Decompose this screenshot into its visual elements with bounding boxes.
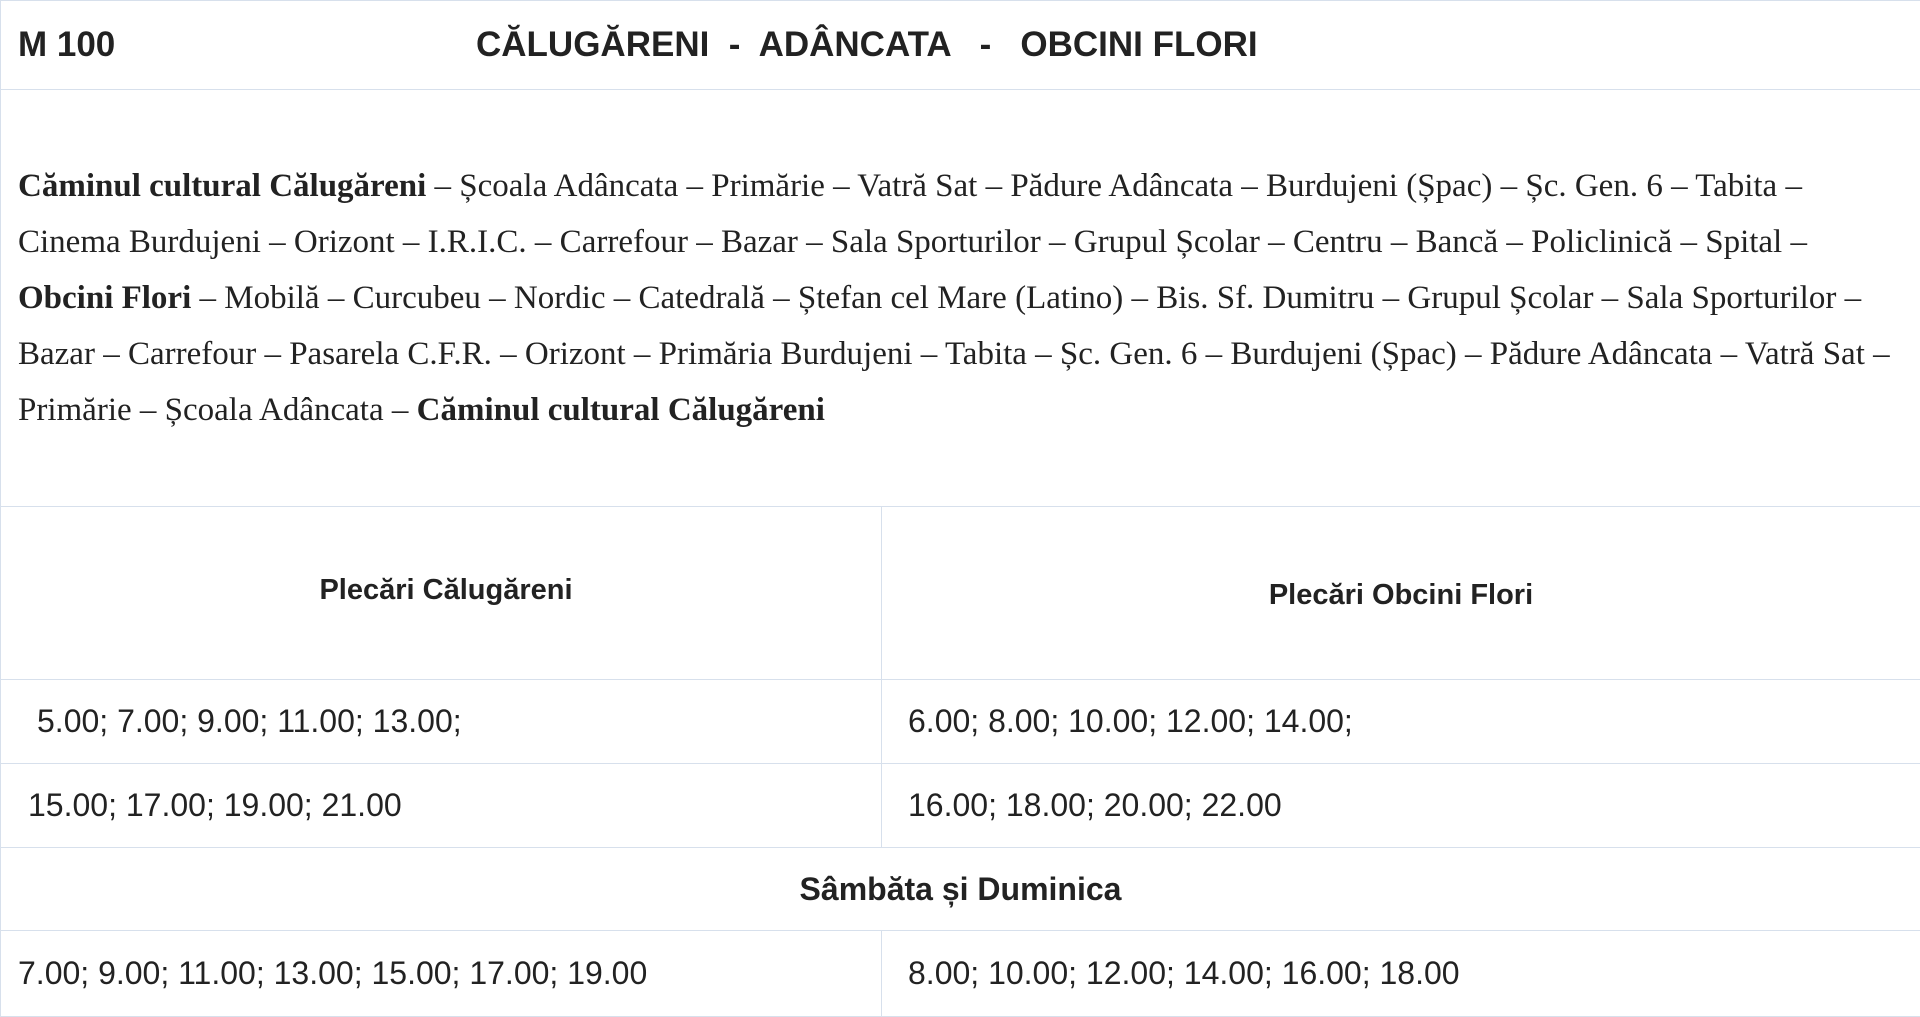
turnaround-stop: Obcini Flori xyxy=(18,280,191,316)
weekend-times-row xyxy=(1,931,1920,1017)
stops-return: – Mobilă – Curcubeu – Nordic – Catedrală – Ștefan cel Mare (Latino) – Bis. Sf. Dumitru – Grupul Școlar – Sala Sporturilor – Bazar – Carrefour – Pasarela C.F.R. – Orizont – Primăria Burdujeni – Tabita – Șc. Gen. 6 – Burdujeni (Șpac) – Pădure Adâncata – Vatră Sat – Primărie – Școala Adâncata – xyxy=(18,280,1890,428)
weekday-times-row-2 xyxy=(1,764,1920,848)
weekday-left-times-1: 5.00; 7.00; 9.00; 11.00; 13.00; xyxy=(1,680,882,764)
weekday-left-times-2: 15.00; 17.00; 19.00; 21.00 xyxy=(1,764,882,848)
departures-left-header xyxy=(1,507,882,680)
weekday-right-times-2: 16.00; 18.00; 20.00; 22.00 xyxy=(882,764,1920,848)
direction-headers-row xyxy=(1,507,1920,680)
weekend-label-row xyxy=(1,848,1920,931)
departures-left-header-label: Plecări Călugăreni xyxy=(319,574,572,606)
stops-outbound: – Școala Adâncata – Primărie – Vatră Sat – Pădure Adâncata – Burdujeni (Șpac) – Șc. Gen. 6 – Tabita – Cinema Burdujeni – Orizont – I.R.I.C. – Carrefour – Bazar – Sala Sporturilor – Grupul Școlar – Centru – Bancă – Policlinică – Spital – xyxy=(18,168,1807,260)
route-title: CĂLUGĂRENI - ADÂNCATA - OBCINI FLORI xyxy=(476,25,1258,65)
route-header xyxy=(1,1,1920,90)
departures-right-header-label: Plecări Obcini Flori xyxy=(1269,579,1533,611)
weekend-right-times: 8.00; 10.00; 12.00; 14.00; 16.00; 18.00 xyxy=(882,931,1920,1017)
route-header-row xyxy=(1,1,1920,90)
weekend-left-times: 7.00; 9.00; 11.00; 13.00; 15.00; 17.00; 19.00 xyxy=(1,931,882,1017)
weekday-right-times-1: 6.00; 8.00; 10.00; 12.00; 14.00; xyxy=(882,680,1920,764)
weekend-label: Sâmbăta și Duminica xyxy=(1,848,1920,931)
end-stop: Căminul cultural Călugăreni xyxy=(417,392,825,428)
route-code: M 100 xyxy=(18,25,115,65)
departures-right-header xyxy=(882,507,1920,680)
route-stops xyxy=(1,90,1920,507)
route-stops-row xyxy=(1,90,1920,507)
start-stop: Căminul cultural Călugăreni xyxy=(18,168,426,204)
weekday-times-row-1 xyxy=(1,680,1920,764)
